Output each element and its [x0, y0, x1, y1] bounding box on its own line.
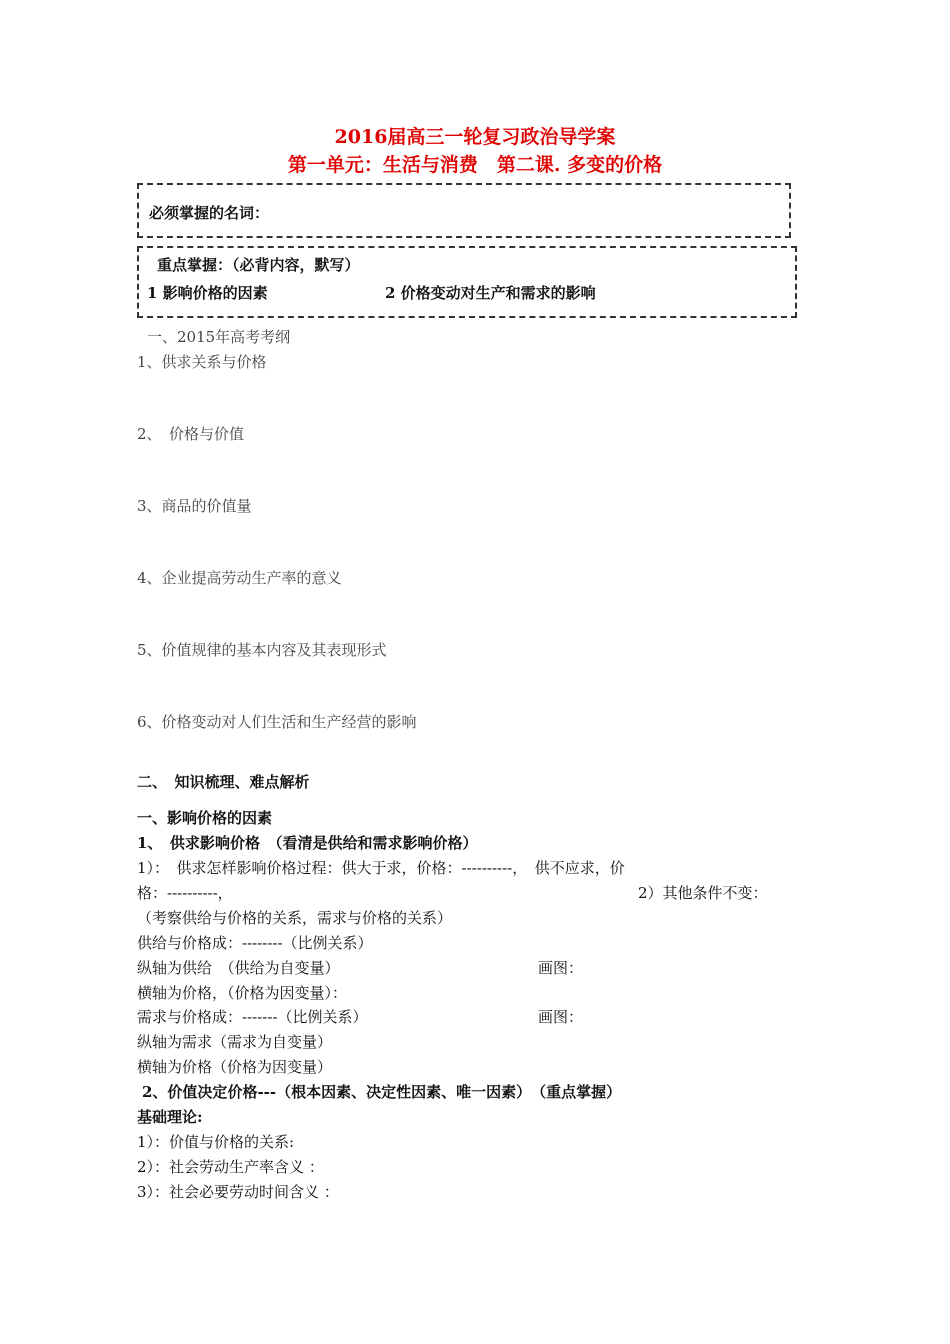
key-points-box: [137, 246, 797, 318]
basics-label: 基础理论:: [137, 1108, 203, 1126]
draw-label: 画图：: [538, 1008, 584, 1026]
terms-box: [137, 183, 791, 238]
outline-heading: 一、2015年高考考纲: [147, 328, 291, 346]
text-line: 2）：社会劳动生产率含义 ：: [137, 1158, 324, 1176]
text-line: 1）：价值与价格的关系:: [137, 1133, 295, 1151]
outline-item: 5、价值规律的基本内容及其表现形式: [137, 641, 387, 659]
point-heading: 2、价值决定价格---（根本因素、决定性因素、唯一因素） （重点掌握）: [142, 1083, 622, 1101]
key-point-2: 2 价格变动对生产和需求的影响: [385, 284, 596, 302]
key-points-heading: 重点掌握：（必背内容，默写）: [157, 256, 360, 274]
text-line: 纵轴为需求（需求为自变量）: [137, 1033, 333, 1051]
text-line: 需求与价格成：-------（比例关系）: [137, 1008, 368, 1026]
text-line: 格：----------，: [137, 884, 233, 902]
key-point-1: 1 影响价格的因素: [147, 284, 268, 302]
outline-item: 1、供求关系与价格: [137, 353, 267, 371]
outline-item: 6、价格变动对人们生活和生产经营的影响: [137, 713, 417, 731]
text-line: 2）其他条件不变：: [638, 884, 768, 902]
sub-heading: 一、影响价格的因素: [137, 809, 273, 827]
text-line: 1）： 供求怎样影响价格过程：供大于求，价格：----------， 供不应求，价: [137, 859, 625, 877]
section-heading: 二、 知识梳理、难点解析: [137, 773, 310, 791]
draw-label: 画图：: [538, 959, 584, 977]
page-subtitle: 第一单元：生活与消费 第二课. 多变的价格: [287, 154, 663, 176]
text-line: 3）：社会必要劳动时间含义 ：: [137, 1183, 339, 1201]
text-line: 纵轴为供给 （供给为自变量）: [137, 959, 340, 977]
outline-item: 3、商品的价值量: [137, 497, 252, 515]
text-line: 供给与价格成：--------（比例关系）: [137, 934, 373, 952]
text-line: （考察供给与价格的关系，需求与价格的关系）: [137, 909, 453, 927]
terms-label: 必须掌握的名词：: [149, 204, 270, 222]
outline-item: 2、 价格与价值: [137, 425, 245, 443]
text-line: 横轴为价格，（价格为因变量）：: [137, 984, 348, 1002]
outline-item: 4、企业提高劳动生产率的意义: [137, 569, 342, 587]
text-line: 横轴为价格（价格为因变量）: [137, 1058, 333, 1076]
page-title: 2016届高三一轮复习政治导学案: [334, 126, 616, 148]
point-heading: 1、 供求影响价格 （看清是供给和需求影响价格）: [137, 834, 478, 852]
